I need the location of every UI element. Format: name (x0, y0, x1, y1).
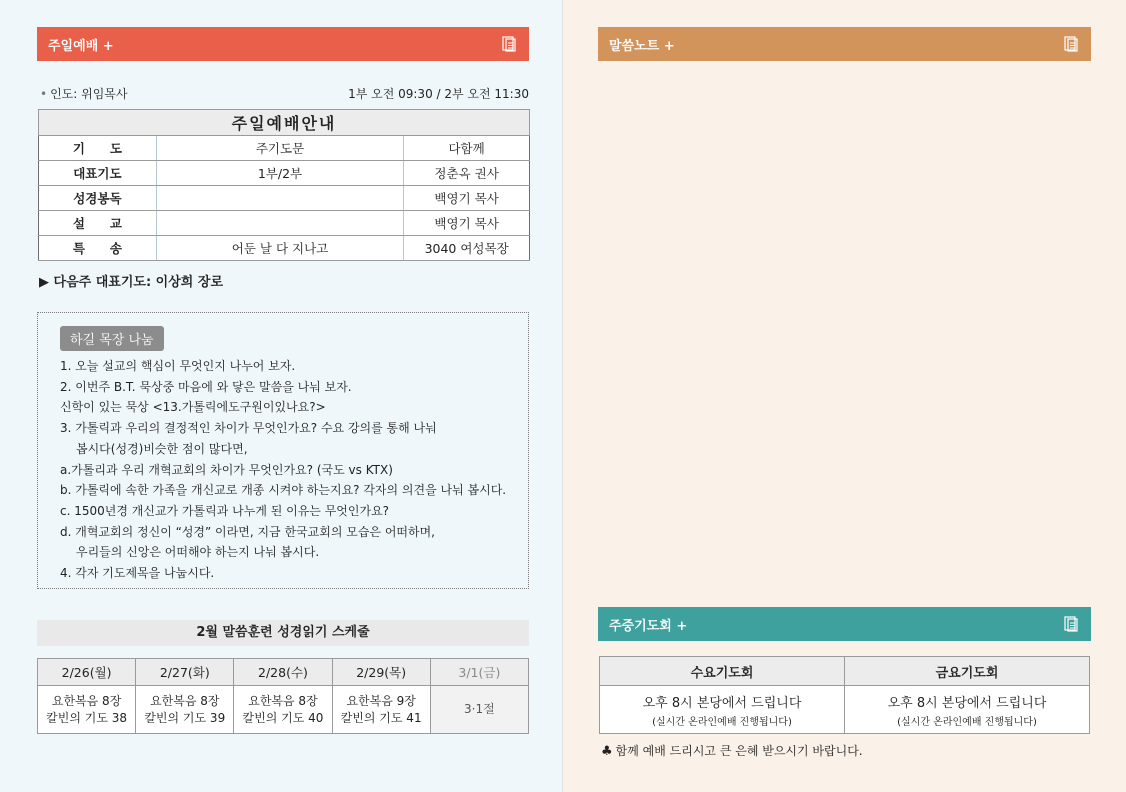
schedule-table (37, 658, 529, 734)
schedule-cell (234, 686, 332, 734)
next-week-prayer: ▶ 다음주 대표기도: 이상희 장로 (39, 275, 223, 290)
sharing-question-line: 2. 이번주 B.T. 묵상중 마음에 와 닿은 말씀을 나눠 보자. (60, 379, 352, 394)
sharing-box (37, 312, 529, 589)
sharing-question-line: 신학이 있는 묵상 <13.가톨릭에도구원이있나요?> (60, 400, 326, 415)
reading-1: 요한복음 9장 (346, 693, 416, 708)
prayer-body-row (600, 686, 1090, 734)
row-person: 백영기 목사 (404, 211, 530, 236)
row-person: 3040 여성목장 (404, 236, 530, 261)
row-detail (156, 211, 403, 236)
service-table-title: 주일예배안내 (39, 110, 530, 136)
weekly-prayer-header-label: 주중기도회 + (609, 618, 688, 634)
service-leader (40, 85, 128, 102)
prayer-meeting-table (599, 656, 1090, 734)
row-person: 다함께 (404, 136, 530, 161)
right-page (563, 0, 1126, 792)
wednesday-prayer-time: 오후 8시 본당에서 드립니다 (642, 695, 802, 711)
reading-1: 요한복음 8장 (51, 693, 122, 708)
schedule-date: 3/1(금) (430, 659, 528, 686)
reading-1: 요한복음 8장 (150, 693, 220, 708)
row-label: 설 교 (39, 211, 157, 236)
wednesday-prayer-note: (실시간 온라인예배 진행됩니다) (652, 716, 792, 728)
sharing-question-line: 3. 가톨릭과 우리의 결정적인 차이가 무엇인가요? 수요 강의를 통해 나눠 (60, 421, 437, 436)
row-detail: 1부/2부 (156, 161, 403, 186)
sermon-notes-header-label: 말씀노트 + (609, 38, 675, 54)
service-table (38, 109, 530, 261)
closing-message (601, 742, 863, 759)
sharing-question-line: 1. 오늘 설교의 핵심이 무엇인지 나누어 보자. (60, 359, 296, 373)
table-row (39, 161, 530, 186)
row-detail: 주기도문 (156, 136, 403, 161)
service-leader-text: 인도: 위임목사 (50, 87, 128, 101)
weekly-prayer-header[interactable] (598, 607, 1091, 641)
document-icon (501, 36, 517, 52)
sunday-service-header-label: 주일예배 + (48, 38, 114, 54)
row-detail: 어둔 날 다 지나고 (156, 236, 403, 261)
closing-text: 함께 예배 드리시고 큰 은혜 받으시기 바랍니다. (615, 744, 863, 758)
sharing-question-line: a.가톨리과 우리 개혁교회의 차이가 무엇인가요? (국도 vs KTX) (60, 462, 393, 477)
document-icon (1063, 36, 1079, 52)
schedule-cell (38, 686, 136, 734)
sharing-question-line: c. 1500년경 개신교가 가톨릭과 나누게 된 이유는 무엇인가요? (60, 503, 390, 518)
document-icon (1063, 616, 1079, 632)
schedule-title: 2월 말씀훈련 성경읽기 스케줄 (37, 620, 529, 646)
friday-prayer-title: 금요기도회 (845, 657, 1090, 686)
reading-2: 칼빈의 기도 40 (242, 710, 324, 725)
row-person: 백영기 목사 (404, 186, 530, 211)
row-detail (156, 186, 403, 211)
reading-2: 칼빈의 기도 38 (46, 710, 128, 725)
schedule-cell (430, 686, 528, 734)
schedule-cell (136, 686, 234, 734)
friday-prayer-time: 오후 8시 본당에서 드립니다 (887, 695, 1047, 711)
row-person: 정춘옥 권사 (404, 161, 530, 186)
schedule-date: 2/26(월) (38, 659, 136, 686)
schedule-date: 2/28(수) (234, 659, 332, 686)
sharing-tag: 하길 목장 나눔 (60, 326, 164, 351)
row-label: 기 도 (39, 136, 157, 161)
sunday-service-header[interactable] (37, 27, 529, 61)
wednesday-prayer-cell (600, 686, 845, 734)
wednesday-prayer-title: 수요기도회 (600, 657, 845, 686)
friday-prayer-note: (실시간 온라인예배 진행됩니다) (897, 716, 1037, 728)
reading-1: 요한복음 8장 (248, 693, 318, 708)
reading-2: 칼빈의 기도 41 (340, 710, 422, 725)
row-label: 특 송 (39, 236, 157, 261)
sharing-question-line: 4. 각자 기도제목을 나눕시다. (60, 566, 215, 581)
club-icon: ♣ (601, 744, 613, 759)
service-times: 1부 오전 09:30 / 2부 오전 11:30 (348, 87, 529, 101)
row-label: 대표기도 (39, 161, 157, 186)
schedule-header-row (38, 659, 529, 686)
table-row (39, 211, 530, 236)
sharing-question-line: 봅시다(성경)비슷한 점이 많다면, (76, 441, 248, 456)
table-row (39, 236, 530, 261)
schedule-date: 2/29(목) (332, 659, 430, 686)
schedule-body-row (38, 686, 529, 734)
reading-2: 칼빈의 기도 39 (144, 710, 226, 725)
bullet-icon: • (40, 87, 48, 101)
schedule-date: 2/27(화) (136, 659, 234, 686)
table-row (39, 136, 530, 161)
sermon-notes-header[interactable] (598, 27, 1091, 61)
sharing-question-line: 우리들의 신앙은 어떠해야 하는지 나눠 봅시다. (76, 545, 320, 560)
sharing-question-line: b. 가톨릭에 속한 가족을 개신교로 개종 시켜야 하는지요? 각자의 의견을 나눠 봅시다. (60, 483, 507, 498)
sharing-questions (60, 356, 506, 584)
friday-prayer-cell (845, 686, 1090, 734)
prayer-header-row (600, 657, 1090, 686)
schedule-cell (332, 686, 430, 734)
table-row (39, 186, 530, 211)
sharing-question-line: d. 개혁교회의 정신이 “성경” 이라면, 지금 한국교회의 모습은 어떠하며, (60, 524, 435, 539)
holiday-label: 3·1절 (464, 702, 495, 716)
row-label: 성경봉독 (39, 186, 157, 211)
